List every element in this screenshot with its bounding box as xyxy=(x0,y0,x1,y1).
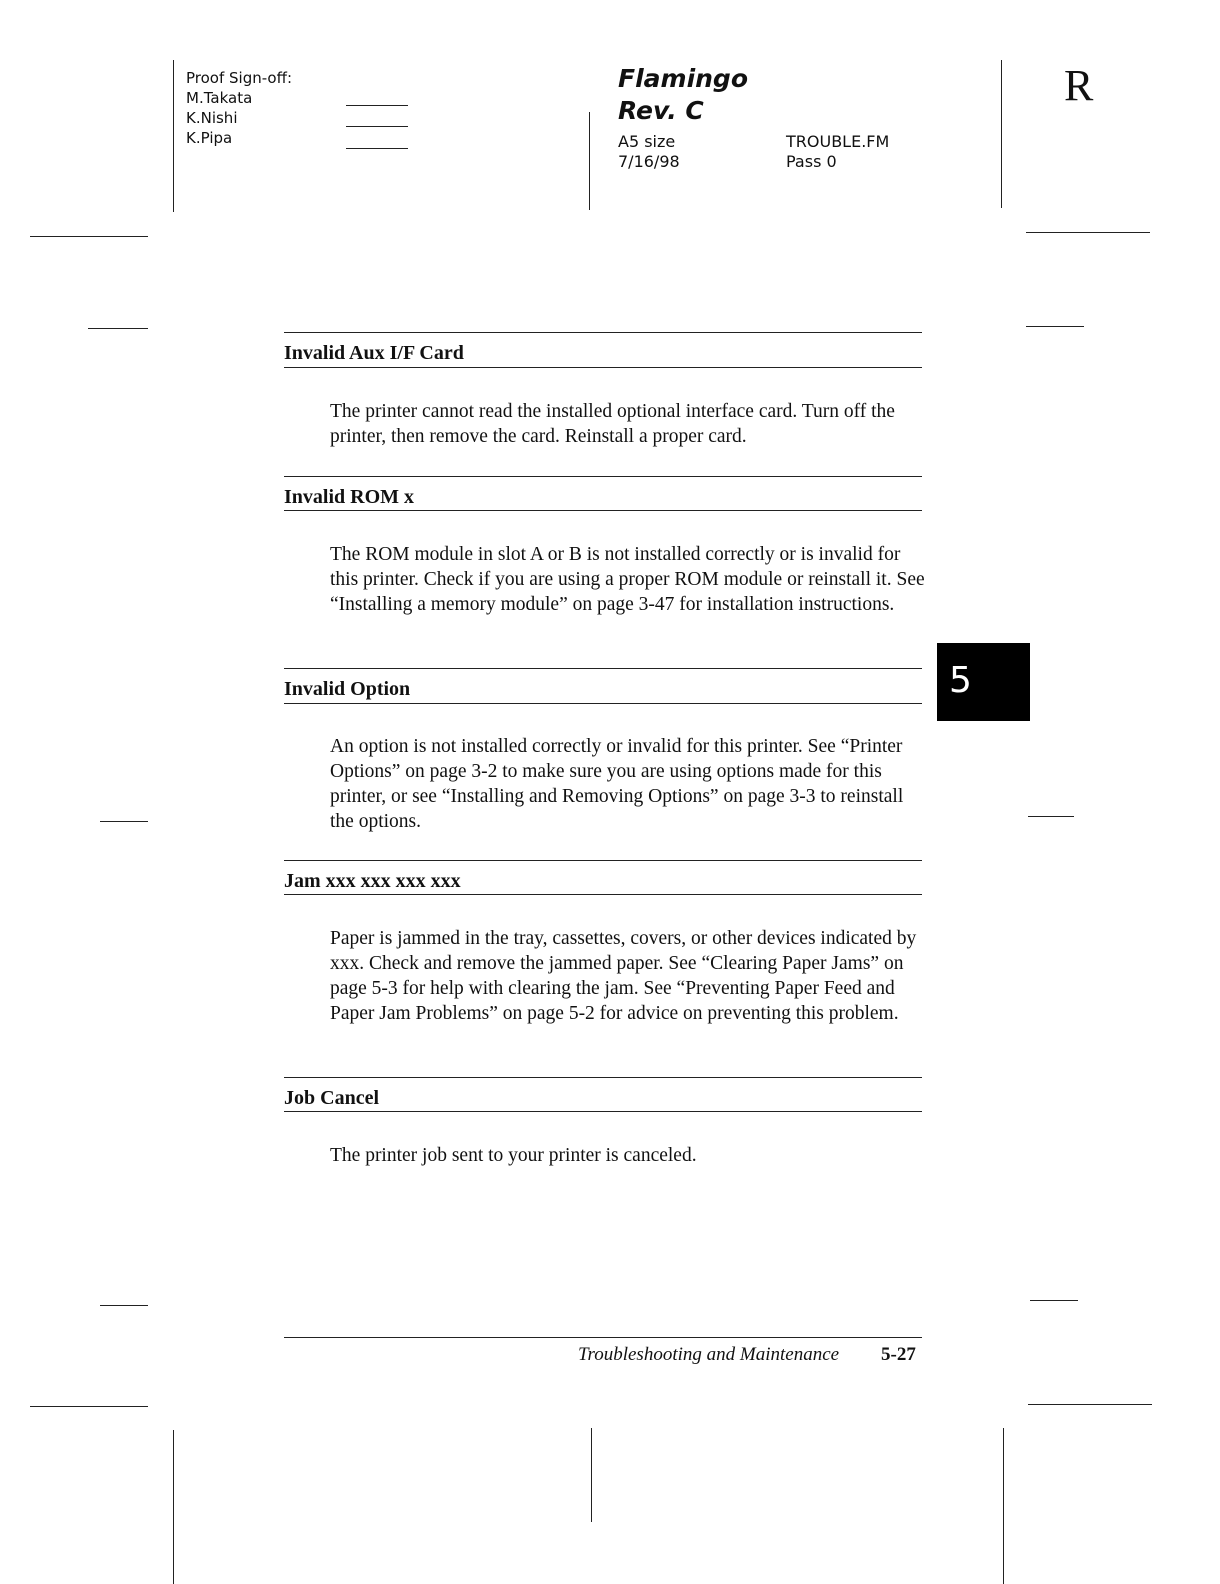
section-heading: Jam xxx xxx xxx xxx xyxy=(284,870,461,892)
section-heading: Invalid Aux I/F Card xyxy=(284,342,464,364)
page-size: A5 size xyxy=(618,132,676,151)
section-rule xyxy=(284,1111,922,1112)
section-heading: Invalid Option xyxy=(284,678,411,700)
section-body: The ROM module in slot A or B is not installed correctly or is invalid for this printer. Check if you are using a proper ROM module or reinstall it. See “Installing a memory module” on page 3-47 for installation instructions. xyxy=(330,544,925,615)
crop-mark xyxy=(1028,1404,1152,1405)
signature-line xyxy=(346,148,408,149)
crop-mark xyxy=(591,1428,592,1522)
signer-name: M.Takata xyxy=(186,89,253,107)
crop-mark xyxy=(1028,816,1074,817)
section-rule xyxy=(284,1077,922,1078)
signer-name: K.Nishi xyxy=(186,109,238,127)
section-rule xyxy=(284,332,922,333)
section-rule xyxy=(284,894,922,895)
section-body: The printer cannot read the installed optional interface card. Turn off the printer, then remove the card. Reinstall a proper card. xyxy=(330,401,895,447)
signature-line xyxy=(346,126,408,127)
proof-pass: Pass 0 xyxy=(786,152,837,171)
product-revision: Rev. C xyxy=(618,96,704,125)
footer-rule xyxy=(284,1337,922,1338)
corner-mark: R xyxy=(1064,61,1094,110)
page-number: 5-27 xyxy=(881,1344,916,1365)
signature-line xyxy=(346,105,408,106)
footer-title: Troubleshooting and Maintenance xyxy=(578,1344,840,1365)
section-rule xyxy=(284,510,922,511)
section-heading: Invalid ROM x xyxy=(284,486,415,508)
section-rule xyxy=(284,367,922,368)
proof-signoff-label: Proof Sign-off: xyxy=(186,69,292,87)
crop-mark xyxy=(173,1430,174,1584)
crop-mark xyxy=(88,328,148,329)
crop-mark xyxy=(1003,1428,1004,1584)
proof-date: 7/16/98 xyxy=(618,152,680,171)
crop-mark xyxy=(100,1305,148,1306)
crop-mark xyxy=(30,1406,148,1407)
chapter-tab xyxy=(937,643,1030,721)
crop-mark xyxy=(1026,326,1084,327)
crop-mark xyxy=(30,236,148,237)
section-heading: Job Cancel xyxy=(284,1087,379,1109)
crop-mark xyxy=(173,60,174,212)
crop-mark xyxy=(100,821,148,822)
section-rule xyxy=(284,668,922,669)
section-body: Paper is jammed in the tray, cassettes, covers, or other devices indicated by xxx. Check and remove the jammed paper. See “Clearing Paper Jams” on page 5-3 for help with clearing the jam. See “Preventing Paper Feed and Paper Jam Problems” on page 5-2 for advice on preventing this problem. xyxy=(330,928,917,1024)
section-body: An option is not installed correctly or invalid for this printer. See “Printer Options” on page 3-2 to make sure you are using options made for this printer, or see “Installing and Removing Options” on page 3-3 to reinstall the options. xyxy=(330,736,904,832)
section-rule xyxy=(284,860,922,861)
crop-mark xyxy=(1030,1300,1078,1301)
crop-mark xyxy=(1026,232,1150,233)
crop-mark xyxy=(589,112,590,210)
crop-mark xyxy=(1001,60,1002,208)
chapter-number: 5 xyxy=(949,660,972,701)
section-rule xyxy=(284,476,922,477)
product-name: Flamingo xyxy=(618,64,749,93)
section-rule xyxy=(284,703,922,704)
signer-name: K.Pipa xyxy=(186,129,233,147)
section-body: The printer job sent to your printer is canceled. xyxy=(330,1145,697,1166)
file-name: TROUBLE.FM xyxy=(786,132,890,151)
